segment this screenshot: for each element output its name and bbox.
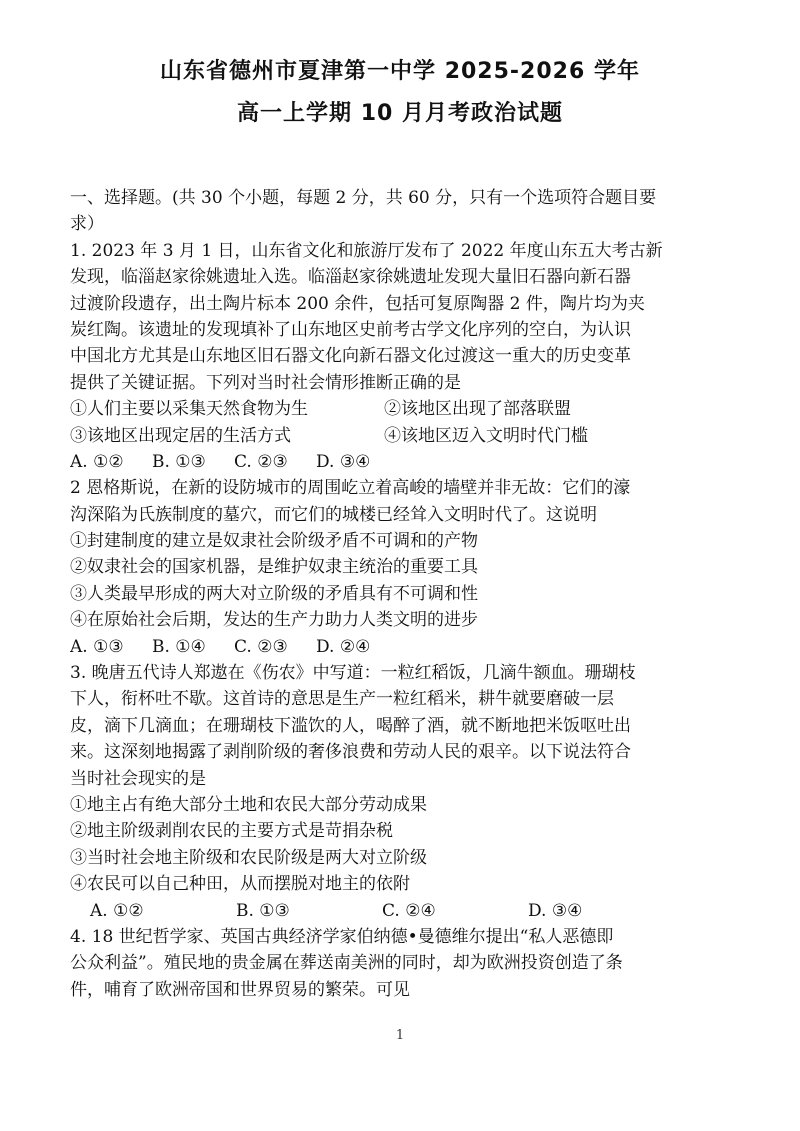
section-heading-cont: 求）	[70, 214, 104, 235]
option-d: D. ③④	[528, 900, 583, 921]
answer-options	[70, 634, 742, 660]
question-text-line: 4. 18 世纪哲学家、英国古典经济学家伯纳德•曼德维尔提出“私人恶德即	[70, 926, 614, 947]
question-3	[70, 660, 742, 924]
statement: ①地主占有绝大部分土地和农民大部分劳动成果	[70, 794, 427, 815]
exam-title-line1: 山东省德州市夏津第一中学 2025-2026 学年	[160, 59, 640, 84]
question-text-line: 炭红陶。该遗址的发现填补了山东地区史前考古学文化序列的空白，为认识	[70, 319, 631, 340]
option-c: C. ②③	[234, 636, 288, 657]
section-heading: 一、选择题。(共 30 个小题，每题 2 分，共 60 分，只有一个选项符合题目要	[70, 188, 657, 208]
question-text-line: 提供了关键证据。下列对当时社会情形推断正确的是	[70, 372, 461, 393]
statement: ②该地区出现了部落联盟	[384, 399, 571, 420]
option-c: C. ②④	[382, 900, 436, 921]
question-text-line: 皮，滴下几滴血；在珊瑚枝下滥饮的人，喝醉了酒，就不断地把米饭呕吐出	[70, 715, 631, 736]
option-b: B. ①④	[152, 636, 206, 657]
answer-options	[70, 898, 742, 924]
statement: ①人们主要以采集天然食物为生	[70, 399, 308, 420]
option-d: D. ②④	[316, 636, 371, 657]
question-4	[70, 924, 742, 1003]
option-b: B. ①③	[152, 451, 206, 472]
question-text-line: 公众利益”。殖民地的贵金属在葬送南美洲的同时，却为欧洲投资创造了条	[70, 953, 623, 974]
question-text-line: 下人，衔杯吐不歇。这首诗的意思是生产一粒红稻米，耕牛就要磨破一层	[70, 689, 614, 710]
statement: ③该地区出现定居的生活方式	[70, 425, 291, 446]
statement: ②奴隶社会的国家机器，是维护奴隶主统治的重要工具	[70, 557, 478, 578]
question-1	[70, 238, 742, 476]
question-2	[70, 475, 742, 660]
option-a: A. ①②	[70, 451, 124, 472]
option-c: C. ②③	[234, 451, 288, 472]
option-a: A. ①②	[90, 900, 144, 921]
statement-row	[70, 396, 742, 422]
question-text-line: 1. 2023 年 3 月 1 日，山东省文化和旅游厅发布了 2022 年度山东五大考古新	[70, 240, 663, 261]
option-d: D. ③④	[316, 451, 371, 472]
statement: ④农民可以自己种田，从而摆脱对地主的依附	[70, 874, 410, 895]
question-text-line: 来。这深刻地揭露了剥削阶级的奢侈浪费和劳动人民的艰辛。以下说法符合	[70, 742, 631, 763]
statement: ④该地区迈入文明时代门槛	[384, 425, 588, 446]
question-text-line: 2 恩格斯说，在新的设防城市的周围屹立着高峻的墙壁并非无故：它们的濠	[70, 478, 631, 499]
option-b: B. ①③	[236, 900, 290, 921]
question-text-line: 中国北方尤其是山东地区旧石器文化向新石器文化过渡这一重大的历史变革	[70, 346, 631, 367]
question-text-line: 3. 晚唐五代诗人郑遨在《伤农》中写道：一粒红稻饭，几滴牛额血。珊瑚枝	[70, 663, 636, 684]
exam-body	[70, 185, 742, 1003]
statement: ②地主阶级剥削农民的主要方式是苛捐杂税	[70, 821, 393, 842]
option-a: A. ①③	[70, 636, 124, 657]
statement-row	[70, 423, 742, 449]
question-text-line: 沟深陷为氏族制度的墓穴，而它们的城楼已经耸入文明时代了。这说明	[70, 504, 597, 525]
statement: ①封建制度的建立是奴隶社会阶级矛盾不可调和的产物	[70, 531, 478, 552]
answer-options	[70, 449, 742, 475]
question-text-line: 当时社会现实的是	[70, 768, 206, 789]
question-text-line: 发现，临淄赵家徐姚遗址入选。临淄赵家徐姚遗址发现大量旧石器向新石器	[70, 267, 631, 288]
exam-title-line2: 高一上学期 10 月月考政治试题	[237, 101, 563, 126]
statement: ③当时社会地主阶级和农民阶级是两大对立阶级	[70, 847, 427, 868]
question-text-line: 过渡阶段遗存，出土陶片标本 200 余件，包括可复原陶器 2 件，陶片均为夹	[70, 293, 645, 314]
statement: ③人类最早形成的两大对立阶级的矛盾具有不可调和性	[70, 583, 478, 604]
statement: ④在原始社会后期，发达的生产力助力人类文明的进步	[70, 610, 478, 631]
page-number: 1	[395, 1028, 405, 1043]
question-text-line: 件，哺育了欧洲帝国和世界贸易的繁荣。可见	[70, 979, 410, 1000]
